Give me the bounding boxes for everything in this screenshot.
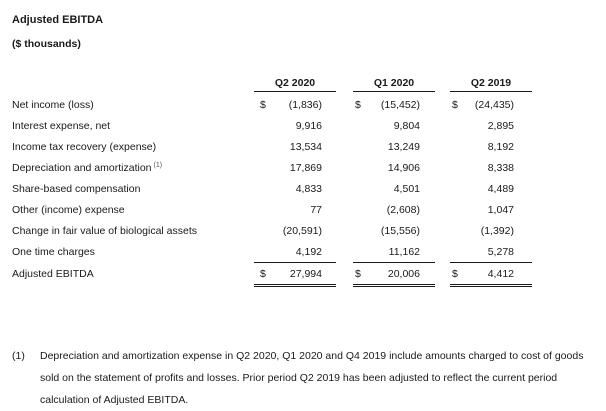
value-q1-2020: 9,804: [393, 120, 420, 132]
currency-symbol: $: [260, 99, 266, 111]
row-label: Change in fair value of biological assets: [12, 225, 198, 237]
currency-symbol: $: [355, 268, 361, 280]
row-label: One time charges: [12, 246, 95, 258]
value-q2-2020: (1,836): [288, 99, 322, 111]
total-double-underline: [353, 286, 435, 287]
table-row: [0, 246, 606, 267]
table-row: [0, 99, 606, 120]
currency-symbol: $: [452, 268, 458, 280]
header-underline: [353, 91, 435, 92]
value-q2-2020: 4,192: [295, 246, 322, 258]
table-row: [0, 183, 606, 204]
value-q2-2020: 13,534: [289, 141, 322, 153]
row-label: Share-based compensation: [12, 183, 141, 195]
value-q2-2019: 8,338: [487, 162, 514, 174]
table-row: [0, 162, 606, 183]
value-q2-2019: (24,435): [474, 99, 514, 111]
footnote-marker: (1): [153, 162, 163, 169]
subtotal-line: [450, 262, 532, 263]
row-label: Adjusted EBITDA: [12, 268, 94, 280]
value-q2-2020: 4,833: [295, 183, 322, 195]
table-row: [0, 225, 606, 246]
value-q1-2020: 20,006: [387, 268, 420, 280]
footnote-marker: (1): [12, 350, 25, 362]
currency-symbol: $: [452, 99, 458, 111]
table-row: [0, 141, 606, 162]
value-q1-2020: (15,452): [380, 99, 420, 111]
total-double-underline: [450, 286, 532, 287]
currency-symbol: $: [260, 268, 266, 280]
table-title: Adjusted EBITDA: [12, 14, 104, 26]
header-underline: [254, 91, 336, 92]
subtotal-line: [353, 262, 435, 263]
value-q2-2019: 2,895: [487, 120, 514, 132]
value-q1-2020: (2,608): [386, 204, 420, 216]
value-q2-2019: 5,278: [487, 246, 514, 258]
row-label: Other (income) expense: [12, 204, 125, 216]
table-subtitle: ($ thousands): [12, 38, 81, 50]
value-q2-2019: 1,047: [487, 204, 514, 216]
value-q2-2020: 9,916: [295, 120, 322, 132]
value-q1-2020: 13,249: [387, 141, 420, 153]
row-label: Income tax recovery (expense): [12, 141, 157, 153]
value-q2-2020: 27,994: [289, 268, 322, 280]
subtotal-line: [254, 262, 336, 263]
value-q2-2019: (1,392): [480, 225, 514, 237]
value-q2-2019: 8,192: [487, 141, 514, 153]
value-q2-2020: 17,869: [289, 162, 322, 174]
table-row: [0, 204, 606, 225]
value-q1-2020: 4,501: [393, 183, 420, 195]
total-double-underline: [353, 284, 435, 285]
currency-symbol: $: [355, 99, 361, 111]
total-double-underline: [254, 284, 336, 285]
column-header-q1-2020: Q1 2020: [373, 77, 415, 89]
total-double-underline: [254, 286, 336, 287]
footnote-text: Depreciation and amortization expense in Q2 2020, Q1 2020 and Q4 2019 include amounts charged to cost of goods sold on the statement of profits and losses. Prior period Q2 2019 has been adjusted to reflect the current period calculation of Adjusted EBITDA.: [40, 350, 584, 406]
column-header-q2-2020: Q2 2020: [274, 77, 316, 89]
value-q1-2020: 11,162: [388, 246, 420, 258]
value-q1-2020: 14,906: [387, 162, 420, 174]
row-label: Depreciation and amortization $^{(1)}$: [12, 162, 163, 174]
value-q2-2019: 4,412: [487, 268, 514, 280]
table-row: [0, 120, 606, 141]
value-q1-2020: (15,556): [380, 225, 420, 237]
value-q2-2020: 77: [310, 204, 322, 216]
value-q2-2020: (20,591): [282, 225, 322, 237]
row-label: Interest expense, net: [12, 120, 111, 132]
total-double-underline: [450, 284, 532, 285]
row-label: Net income (loss): [12, 99, 94, 111]
header-underline: [450, 91, 532, 92]
value-q2-2019: 4,489: [487, 183, 514, 195]
column-header-q2-2019: Q2 2019: [470, 77, 512, 89]
